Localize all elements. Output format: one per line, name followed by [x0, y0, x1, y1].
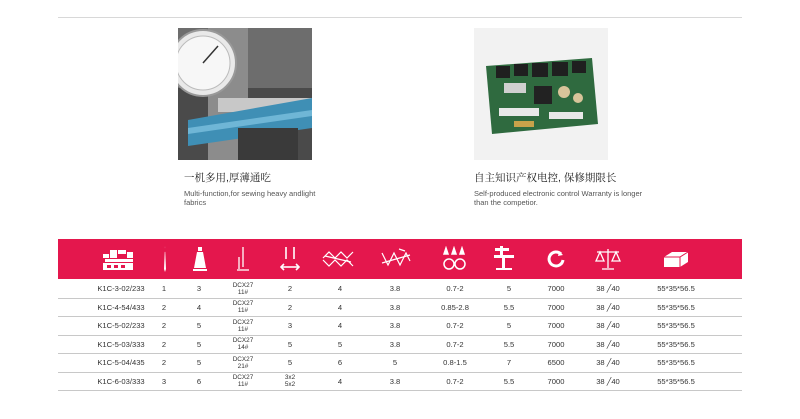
- table-cell: 3: [196, 284, 202, 294]
- table-cell: [223, 373, 263, 391]
- table-cell: [223, 336, 263, 354]
- table-cell: 55*35*56.5: [657, 284, 695, 294]
- table-cell: 5: [337, 339, 343, 349]
- feature-title: 一机多用,厚薄通吃: [184, 172, 271, 184]
- table-cell: 7000: [547, 339, 565, 349]
- table-cell: K1C-4-54/433: [97, 302, 145, 312]
- table-cell-line: 11#: [237, 288, 249, 296]
- needle-icon: [158, 239, 172, 279]
- table-cell: 0.7-2: [446, 376, 464, 386]
- table-cell: 38 ╱40: [596, 321, 620, 331]
- table-cell: 3.8: [389, 321, 401, 331]
- table-cell: K1C-6-03/333: [97, 376, 145, 386]
- table-cell: 5: [196, 339, 202, 349]
- table-cell: 4: [337, 302, 343, 312]
- needle-gauge-icon: [278, 239, 302, 279]
- table-cell-line: DCX27: [232, 355, 254, 363]
- table-cell-line: 21#: [237, 362, 249, 370]
- table-cell: 0.85-2.8: [441, 302, 469, 312]
- table-row: [58, 280, 742, 299]
- table-cell: 7000: [547, 302, 565, 312]
- table-row: [58, 317, 742, 336]
- table-cell: 55*35*56.5: [657, 339, 695, 349]
- table-cell: 7000: [547, 321, 565, 331]
- weight-icon: [594, 239, 622, 279]
- dimensions-icon: [658, 239, 694, 279]
- table-cell: 6: [196, 376, 202, 386]
- table-cell: 5.5: [503, 339, 515, 349]
- table-cell-line: DCX27: [232, 318, 254, 326]
- table-cell: [223, 280, 263, 298]
- table-cell: 55*35*56.5: [657, 358, 695, 368]
- table-cell: 2: [287, 284, 293, 294]
- bobbin-icon: [190, 239, 210, 279]
- needle-system-icon: [233, 239, 253, 279]
- table-cell: K1C-5-04/435: [97, 358, 145, 368]
- table-cell: 5.5: [503, 302, 515, 312]
- table-cell: 4: [337, 321, 343, 331]
- fabric-caliper-photo: [178, 28, 312, 160]
- spec-table-header: [58, 239, 742, 279]
- table-cell: [223, 317, 263, 335]
- table-cell: 38 ╱40: [596, 376, 620, 386]
- table-cell: 6: [337, 358, 343, 368]
- table-cell-line: 11#: [237, 381, 249, 389]
- table-cell: 2: [287, 302, 293, 312]
- table-cell: 5: [392, 358, 398, 368]
- table-cell: 2: [161, 339, 167, 349]
- table-cell: 38 ╱40: [596, 339, 620, 349]
- table-cell: 3: [287, 321, 293, 331]
- table-cell: 5: [287, 339, 293, 349]
- table-cell-line: DCX27: [232, 281, 254, 289]
- table-cell: 38 ╱40: [596, 284, 620, 294]
- spec-table-body: [58, 280, 742, 391]
- feature-caption: [474, 170, 654, 207]
- table-cell: K1C-5-02/233: [97, 321, 145, 331]
- table-cell: 55*35*56.5: [657, 321, 695, 331]
- table-cell: 5: [196, 358, 202, 368]
- table-cell: 3.8: [389, 339, 401, 349]
- table-cell: 5: [506, 284, 512, 294]
- table-cell: 5: [506, 321, 512, 331]
- table-cell-line: 11#: [237, 307, 249, 315]
- table-cell: 4: [337, 284, 343, 294]
- stitch-width-icon: [378, 239, 414, 279]
- table-cell: 6500: [547, 358, 565, 368]
- table-cell-line: 14#: [237, 344, 249, 352]
- table-cell: 55*35*56.5: [657, 302, 695, 312]
- table-cell-line: 11#: [237, 325, 249, 333]
- table-cell: 0.7-2: [446, 321, 464, 331]
- table-cell: 0.7-2: [446, 339, 464, 349]
- table-cell: [223, 354, 263, 372]
- table-cell: 38 ╱40: [596, 358, 620, 368]
- table-cell-line: 5x2: [284, 381, 296, 389]
- table-cell: 38 ╱40: [596, 302, 620, 312]
- thread-tension-icon: [490, 239, 518, 279]
- feature-description: Multi-function,for sewing heavy andlight fabrics: [184, 189, 316, 207]
- circuit-board-photo: [474, 28, 608, 160]
- table-cell: 3.8: [389, 284, 401, 294]
- table-cell-line: DCX27: [232, 300, 254, 308]
- feature-caption: [184, 170, 324, 207]
- table-row: [58, 299, 742, 318]
- table-cell: 7000: [547, 284, 565, 294]
- table-cell: 2: [161, 321, 167, 331]
- table-cell: 2: [161, 358, 167, 368]
- table-cell: 2: [161, 302, 167, 312]
- table-cell: 0.8-1.5: [443, 358, 467, 368]
- table-cell: 5.5: [503, 376, 515, 386]
- table-cell: 55*35*56.5: [657, 376, 695, 386]
- table-cell: 3.8: [389, 376, 401, 386]
- table-row: [58, 373, 742, 392]
- table-cell: 7000: [547, 376, 565, 386]
- table-row: [58, 336, 742, 355]
- table-cell: [223, 299, 263, 317]
- table-cell-line: DCX27: [232, 337, 254, 345]
- stitch-length-icon: [320, 239, 356, 279]
- table-cell: 5: [287, 358, 293, 368]
- table-cell-line: DCX27: [232, 374, 254, 382]
- sewing-machine-icon: [98, 239, 138, 279]
- table-row: [58, 354, 742, 373]
- feature-title: 自主知识产权电控, 保修期限长: [474, 172, 617, 184]
- presser-foot-lift-icon: [436, 239, 472, 279]
- table-cell: 3: [161, 376, 167, 386]
- table-cell: 4: [337, 376, 343, 386]
- table-cell: 7: [506, 358, 512, 368]
- top-divider: [58, 17, 742, 18]
- table-cell: 5: [196, 321, 202, 331]
- table-cell: K1C-5-03/333: [97, 339, 145, 349]
- table-cell: 1: [161, 284, 167, 294]
- table-cell: 0.7-2: [446, 284, 464, 294]
- feature-description: Self-produced electronic control Warranty is longer than the competior.: [474, 189, 643, 207]
- table-cell: 4: [196, 302, 202, 312]
- speed-icon: [544, 239, 568, 279]
- table-cell-line: 3x2: [284, 374, 296, 382]
- table-cell: K1C-3-02/233: [97, 284, 145, 294]
- table-cell: [275, 373, 305, 391]
- table-cell: 3.8: [389, 302, 401, 312]
